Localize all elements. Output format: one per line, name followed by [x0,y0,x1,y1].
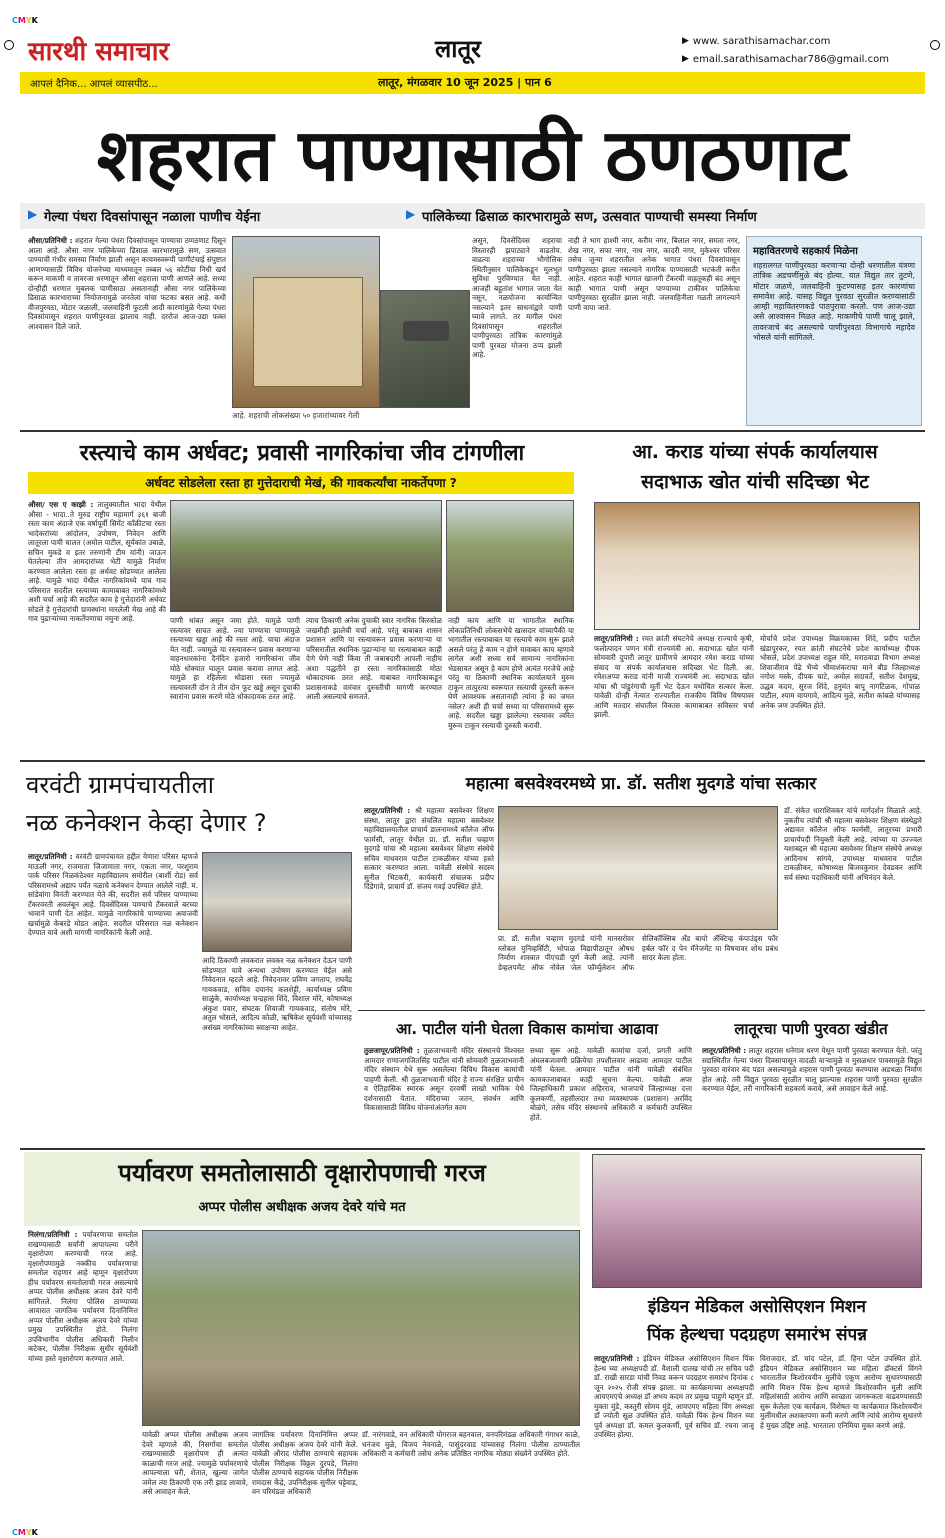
divider [20,430,925,432]
varvanti-headline-1: वरवंटी ग्रामपंचायतीला [26,771,214,799]
lead-sub-right: पालिकेच्या ढिसाळ कारभारामुळे सण, उत्सवात पाण्याची समस्या निर्माण [422,210,757,225]
karad-col1 [594,634,754,754]
arrow-right-icon: ▶ [682,36,689,46]
cmyk-m: M [17,16,26,25]
mudgade-col1-text: श्री महात्मा बसवेश्वर शिक्षण संस्था, लातूर द्वारा संचलित महात्मा बसवेश्वर महाविद्यालयातील प्राचार्य डालनामध्ये कॉलेज ऑफ फार्मसी, लातूर येथील प्रा. डॉ. सतीश चव्हाण मुदगडे यांचा श्री महात्मा बसवेश्वर शिक्षण संस्थेचे सचिव माधवराव पाटील टाकळीकर यांच्या हस्ते सत्कार करण्यात आला. यावेळी संस्थेचे सदस्य सुनील भिटकरी, कार्यकारी संचालक प्रदीप दिंडेगावे, प्राचार्य डॉ. संजय गवई उपस्थित होते. [364,806,494,891]
lead-box-title: महावितरणचे सहकार्य मिळेना [753,246,858,257]
karad-headline-1: आ. कराड यांच्या संपर्क कार्यालयास [632,441,878,463]
patil-col2: सध्या सुरू आहे. यावेळी कामांचा दर्जा, प्रगती आणि अंमलबजावणी प्रक्रियेचा तपशीलवार आढावा आमदार पाटील यांनी घेतला. आमदार पाटील यांनी यावेळी संबंधित कामकाजाबाबत काही सूचना केल्या. यावेळी अपर जिल्हाधिकारी प्रकाश अहिरराव, भाजपाचे जिल्हाध्यक्ष दत्ता कुलकर्णी, तहसीलदार तथा व्यवस्थापक (प्रशासन) अरविंद बोळंगे, तसेच मंदिर संस्थानचे अधिकारी व कर्मचारी उपस्थित होते. [530,1046,692,1122]
cmyk-mark-bottom [12,1520,38,1538]
masthead-strip [20,72,925,94]
karad-col2: मोर्चाचे प्रदेश उपाध्यक्ष विक्रमकाका शिंदे, प्रदीप पाटील खंडापूरकर, रयत क्रांती संघटनेचे प्रदेश कार्याध्यक्ष दीपक भोसले, प्रदेश उपाध्यक्ष राहुल मोरे, मराठवाडा विभाग अध्यक्ष शिवाजीराव पेंढे भैय्ये भीमाशंकराचा माने बीड जिल्हाध्यक्ष नगोश मस्के, दीपक चाटे, अमोल सदावर्ते, सतीश देशमुख, उद्धव कदम, सुरज शिंदे, हनुमंत बापू नागटिळक, गोपाळ पाटील, श्याम वायगावे, आदित्य मुळे, सतीश कांबळे यांच्यासह अनेक जण उपस्थित होते. [760,634,920,710]
latur-water-text [702,1046,922,1144]
ima-col1-text: इंडियन मेडिकल असोसिएशन मिशन पिंक हेल्थ च्या अध्यक्षपदी डॉ. वैशाली दातख यांची तर सचिव पदी डॉ. राखी सारडा यांची निवड करून पदग्रहण समारंभ दिनांक ८ जून २०२५ रोजी संपन्न झाला. या कार्यक्रमाच्या अध्यक्षपदी आयएमएचे अध्यक्ष डॉ अभय कदम तर प्रमुख पाहुणे म्हणून डॉ. मुक्ता मुंडे, कस्तुरी सोमय मुंडे, आयएमए महिला विंग अध्यक्षा डॉ ज्योती सूळ उपस्थित होते. यावेळी पिंक हेल्थ मिशन च्या पूर्व अध्यक्षा डॉ. कमल कुलकर्णी, पूर्व सचिव डॉ. रचना जाजू उपस्थित होत्या. [594,1354,754,1439]
cmyk-c: C [12,16,18,25]
varvanti-col1-text: वरवंटी ग्रामपंचायत हद्दीत येणारा परिसर म्हणजे माऊली नगर, राजमाता जिजामाता नगर, एकता नगर, परशुराम पार्क परिसर निळकंठेश्वर महाविद्यालय समोरील (बार्शी रोड) सर्व परिसरामध्ये अद्याप पर्यंत नळाचे कनेक्शन देण्यात आलेले नाही. म. सांडेवांगा विनंती करण्यात येते की, सदरील सर्व परिसर पाण्याच्या टँकरवरती अवलंबून आहे. दिवसेंदिवस पाण्याचे टँकरवाले बरच्या भावाने पाणी देत आहेत. यामुळे नागरिकांचे पाण्याच्या अवाजवी खर्चामुळे केबरडे मोडत आहेत. सदरील परिसरात नळ कनेक्शन देण्यात यावे अशी मागणी नागरिकांनी केली आहे. [28,852,198,937]
ima-headline-2: पिंक हेल्थचा पदग्रहण समारंभ संपन्न [647,1325,867,1345]
road-photo [170,500,442,612]
road-byline: औसा/ एस ए काझी : [28,500,94,509]
varvanti-col2: आदि ठिकाणी लवकरात लवकर नळ कनेक्शन देऊन पाणी सोडण्यात यावे अन्यथा उपोषण करण्यात येईल असे निवेदनात म्हटले आहे. निवेदनावर प्रविण जगताप, राघवेंद्र गायकवाड, सचिव दयानंद कलशेट्टी, कार्याध्यक्ष प्रविण साळुंके, कार्याध्यक्ष चन्द्रहास शिंदे, विशाल मोरे, कोषाध्यक्ष अंकुश पवार, संघटक शिवाजी गायकवाड, संतोष मोरे, अतुल भोसले, आदित्य कोळी, ऋषिकेश सूर्यवंशी यांच्यासह असंख्य नागरिकांच्या स्वाक्षऱ्या आहेत. [202,956,352,1032]
lead-col1 [28,236,226,426]
tree-subhead: अप्पर पोलीस अधीक्षक अजय देवरे यांचे मत [198,1200,406,1215]
patil-headline: आ. पाटील यांनी घेतला विकास कामांचा आढावा [396,1020,658,1038]
arrow-right-icon: ▶ [28,207,38,221]
ima-col2: विराजदार, डॉ. चांद पटेल, डॉ. हिना पटेल उपस्थित होते. इंडियन मेडिकल असोसिएशन च्या महिला डॉक्टर्स विंगने भारतातील किशोरवयीन मुलींचे एकूण आरोग्य सुधारण्यासाठी आणि मिशन पिंक हेल्थ म्हणजे किशोरवयीन मुली आणि महिलांसाठी आरोग्य आणि स्वच्छता जागरूकता वाढवण्यासाठी सुरू केलेला एक कार्यक्रम. विशेषतः या कार्यक्रमात किशोरवयीन मुलींमधील अशक्तपणा कमी करणे आणि त्यांचे आरोग्य सुधारणे हे मुख्य उद्दिष्ट आहे. भारताला एनिमिया मुक्त करणे आहे. [760,1354,922,1430]
divider [20,760,925,762]
cmyk-c: C [12,1528,18,1537]
arrow-right-icon: ▶ [682,54,689,64]
cmyk-y: Y [25,1528,32,1537]
lead-headline: शहरात पाण्यासाठी ठणठणाट [96,112,849,197]
masthead-website: www. sarathisamachar.com [692,35,831,47]
arrow-right-icon: ▶ [406,207,416,221]
patil-byline: तुळजापूर/प्रतिनिधी : [364,1046,420,1055]
varvanti-col1 [28,852,198,1144]
divider [358,1010,925,1011]
lead-building-photo [232,236,380,408]
road-col1-text: तालुक्यातील भादा येथील औसा - भादा..ते मुरुड राष्ट्रीय महामार्ग ३६१ बाजी रस्ता काम अंदाजे एक वर्षापूर्वी सिमेंट काँक्रीटचा रस्ता भादेकरांच्या आंदोलन, उपोषण, निवेदन आणि लातूरला पायी चालत (अमोल पाटील, सूर्यकांत उबाळे, सचिन मुकडे व इतर तरुणांनी टीम यांनी) जाऊन घेतलेल्या तीन आमदारांच्या भेटी यामुळे निर्माण करण्यात आलेला रस्ता हा अर्धवट सोडण्यात आलेला आहे. यामुळे भादा येथील नागरिकांमध्ये याच गाव परिसरात सदरील रस्त्याच्या कामाबाबत नागरिकांमध्ये अशी चर्चा आहे की सदरील काम हे गुत्तेदारांनी अर्धवट सोडले हे गुत्तेदारांची ग्रामस्थांना मारलेली मेख आहे की गाव पुढाऱ्यांच्या नाकर्तेपणाचा नमुना आहे. [28,500,166,623]
divider [20,1148,925,1150]
mudgade-col1 [364,806,494,1006]
ima-byline: लातूर/प्रतिनिधी : [594,1354,640,1363]
lead-col1-text: शहरात गेल्या पंधरा दिवसांपासून पाण्याचा ठणठणाट दिसून आला आहे. औसा नगर पालिकेच्या ढिसाळ कारभारामुळे सण, उत्सवात पाण्याची गंभीर समस्या निर्माण झाली असून कायमस्वरूपी पाणीटंचाई संपुष्टात आणण्यासाठी विविध योजनेच्या माध्यमातून तब्बल ५६ कोटींचा निधी खर्च करून माकणी व तावरजा धरणातून औसा शहराला पाणी आणले आहे. सध्या दोन्हीही धरणात मुबलक पाणीसाठा असतानाही औसा नगर पालिकेच्या ढिसाळ कारभाराच्या नियोजनामुळे जनतेला यांचा फटका बसत आहे. कधी वीजपुरवठा, मोटार जळाली, जलवाहिनी फुटली आदी कारणांमुळे गेल्या पंधरा दिवसांपासून शहरात पाणीपुरवठा झालाच नाही. दररोज आज-उद्या फक्त आश्वासन दिले जाते. [28,236,226,331]
ima-headline-1: इंडियन मेडिकल असोसिएशन मिशन [648,1297,866,1317]
road-subhead: अर्धवट सोडलेला रस्ता हा गुत्तेदाराची मेखं, की गावकर्त्यांचा नाकर्तेपणा ? [28,472,574,494]
tree-col1 [28,1230,138,1508]
mudgade-byline: लातूर/प्रतिनिधी : [364,806,411,815]
building-shape [253,277,363,387]
road-headline: रस्त्याचे काम अर्धवट; प्रवासी नागरिकांचा जीव टांगणीला [79,441,525,466]
lead-byline: औसा/प्रतिनिधी : [28,236,73,245]
cmyk-m: M [17,1528,26,1537]
lead-sub-left: गेल्या पंधरा दिवसांपासून नळाला पाणीच येईना [44,210,261,225]
karad-byline: लातूर/प्रतिनिधी : [594,634,639,643]
masthead-email: email.sarathisamachar786@gmail.com [692,53,889,65]
latur-water-byline: लातूर/प्रतिनिधी : [702,1046,747,1055]
road-col1 [28,500,166,755]
tree-col3: जागतिक पर्यावरण दिनानिमित्त अप्पर पोलीस अधीक्षक अजय देवरे यांनी केले. यावेळी औराद पोलीस ठाण्याचे सहायक पोलीस निरीक्षक विठ्ठल दुरपडे, निलंगा पोलीस ठाण्याचे सहायक पोलीस निरीक्षक रामदास केंद्रे, उपनिरीक्षक सुनील घट्टेवाड, वन परिमंडळ अधिकारी [252,1430,358,1496]
lead-col3: नाही ते भाग हाश्मी नगर, करीम नगर, बिलाल नगर, समता नगर, शेख नगर, सफा नगर, नाथ नगर, कादरी नगर, मुकेश्वर परिसर तसेच जुन्या शहरातील अनेक भागात पंधरा दिवसांपासून पाणीपुरवठा झाला नसल्याने नागरिक पाण्यासाठी भटकंती करीत आहेत. शहरात काही भागात खाजगी टँकरची वाहतूकही बंद असून काही भागात पाणी असून पाण्याच्या टाकीवर पालिकेचा पाणीपुरवठा सुरळीत झाला नाही. जलवाहिनीला गळती लागल्याने पाणी वाया जाते. [568,236,740,312]
mudgade-headline: महात्मा बसवेश्वरमध्ये प्रा. डॉ. सतीश मुदगडे यांचा सत्कार [465,774,817,794]
cmyk-y: Y [25,16,32,25]
lead-box-text: शहरालगत पाणीपुरवठा करणाऱ्या दोन्ही धरणातील यंत्रणा तांत्रिक अडचणींमुळे बंद होत्या. यात विद्युत तार तुटणे, मोटार जळणे, जलवाहिनी फुटण्यासह इतर कारणांचा समावेश आहे. यासह विद्युत पुरवठा सुरळीत करण्यासाठी आम्ही महावितरणकडे पाठपुरावा करतो. पण आज-उद्या असे आश्वासन मिळत आहे. माकणीचे पाणी चालू झाले, तावरजाचे बंद असल्याचे पाणीपुरवठा विभागाचे महादेव भोसले यांनी सांगितले. [753,261,915,342]
lead-sidebar-box [746,236,922,426]
ima-col1 [594,1354,754,1508]
varvanti-byline: लातूर/प्रतिनिधी : [28,852,73,861]
tree-col1-text: पर्यावरणाचा समतोल राखण्यासाठी सर्वांनी आपापल्या परीने वृक्षारोपण करण्याची गरज आहे. वृक्षारोपणामुळे नक्कीच पर्यावरणाचा समतोल राहणार आहे म्हणून वृक्षारोपण हीच पर्यावरण समतोलाची गरज असल्याचे अप्पर पोलीस अधीक्षक अजय देवरे यांनी सांगितले. निलंगा पोलिस ठाण्याच्या आवारात जागतिक पर्यावरण दिनानिमित्त अप्पर पोलीस अधीक्षक अजय देवरे यांच्या प्रमुख उपस्थितीत होते. निलंगा उपविभागीय पोलीस अधिकारी निलीन कटेकर, पोलीस निरीक्षक सुधीर सूर्यवंशी यांच्या हस्ते वृक्षारोपण करण्यात आले. [28,1230,138,1363]
tree-photo [142,1230,580,1426]
tree-col2: यावेळी अप्पर पोलीस अधीक्षक अजय देवरे म्हणाले की, निसर्गाचा समतोल राखण्यासाठी वृक्षारोपण ही अत्यंत काळाची गरज आहे. ज्यामुळे पर्यावरणाचे आपल्याला घरी, शेतात, खुल्या जागेत जमेल त्या ठिकाणी एक तरी झाड लावावे, असे आवाहन केले. [142,1430,248,1496]
cmyk-k: K [31,16,38,25]
patil-col1 [364,1046,524,1144]
latur-water-body: लातूर शहरास धनेगाव धरण येथून पाणी पुरवठा करण्यात येतो. परंतु सद्यस्थितीत गेल्या पंधरा दिवसापासून वादळी वाऱ्यामुळे व मुसळधार पावसामुळे विद्युत पुरवठा वारंवार बंद पडत असल्यामुळे शहरास पाणी पुरवठा करण्यास अडथळा निर्माण होत आहे. तरी विद्युत पुरवठा सुरळीत चालू झाल्यास शहरास पाणी पुरवठा सुरळीत करण्यात येईल, तरी नागरिकांनी सहकार्य करावे, असे आवाहन केले आहे. [702,1046,922,1093]
latur-water-headline: लातूरचा पाणी पुरवठा खंडीत [734,1020,888,1038]
patil-col1-text: तुळजाभवानी मंदिर संस्थानचे विश्वस्त आमदार राणाजगजितसिंह पाटील यांनी सोमवारी तुळजाभवानी मंदिर संस्थान येथे सुरू असलेल्या विविध विकास कामांची पाहणी केली. श्री तुळजाभवानी मंदिर हे राज्य संरक्षित प्राचीन व ऐतिहासिक स्मारक असून दरवर्षी लाखो भाविक येथे दर्शनासाठी येतात. मंदिराच्या जतन, संवर्धन आणि विकासासाठी विविध योजनांअंतर्गत काम [364,1046,524,1112]
registration-mark-top-left [4,40,14,50]
road-col3: त्याच ठिकाणी अनेक दुचाकी स्वार नागरिक किरकोळ जखमीही झालेची चर्चा आहे. परंतु बाबाबत शासन प्रशासन आणि या रस्त्यावरून प्रवास करणाऱ्या या परिसरातील स्थानिक पुढाऱ्यांना या रस्त्याबाबत काही देणे घेणे नाही किंवा ती जबाबदारी आपली नाहीच अशा पद्धतीने हा रस्ता नागरिकांसाठी मोठा धोकादायक ठरत आहे. याबाबत नागरिकाकडून प्रशासनाकडे वारंवार दुरुस्तीची मागणी करण्यात आली असल्याचे समजते. [306,616,442,701]
mudgade-col3: डॉ. संकेत धाराशिवकर यांचे मार्गदर्शन मिळाले आहे. नुकतीच त्यांची श्री महात्मा बसवेश्वर शिक्षण संस्थेद्वारे अद्यावत कॉलेज ऑफ फार्मसी, लातूरच्या प्रभारी प्राचार्यपदी नियुक्ती केली आहे. त्यांच्या या उज्ज्वल यशाबद्दल श्री महात्मा बसवेश्वर शिक्षण संस्थेचे अध्यक्ष आदिनाथ सांगवे, उपाध्यक्ष माधवराव पाटील टाकळीकर, कोषाध्यक्ष बिजयकुमार देवडकर आणि सर्व संस्था पदाधिकारी यांनी अभिनंदन केले. [784,806,922,882]
masthead [20,24,925,96]
tree-byline: निलंगा/प्रतिनिधी : [28,1230,78,1239]
tree-headline: पर्यावरण समतोलासाठी वृक्षारोपणाची गरज [118,1159,486,1187]
lead-col2: असून, दिवसेंदिवस शहराचा विस्तारही झपाट्याने वाढतोय. वाढत्या शहराच्या भौगोलिक स्थितीनुसार पालिकेकडून मूलभूत सुविधा पुरविण्यात येत नाही. आजही बहुतांश भागात जाता येत नसून, नळयोजना कार्यान्वित नसल्याने इतर साधनांद्वारे पाणी घ्यावे लागते. तर मागील पंधरा दिवसांपासून शहरातील पाणीपुरवठा तांत्रिक कारणांमुळे पाणी पुरवठा योजना ठप्प झाली आहे. [472,236,562,359]
lead-photo-caption: आहे. शहराची लोकसंख्या ५० हजारांच्यावर गेली [232,411,472,425]
road-col4: नाही काय आणि या भागातील स्थानिक लोकप्रतिनिधी लोकसभेचे खासदार यांच्यापैकी या भागातील रस्त्याबाबत या रस्त्याचे काम सुरू झाले असले परंतु हे काम न होणे यावाबत काय म्हणावे लागेल अशी सध्या सर्व सामान्य नागरिकांना भेडसावत असून हे काम होणे अत्यंत गरजेचे आहे परंतु या ठिकाणी स्थानिक कार्यालयाने मुरुम टाकून तात्पुरत्या स्वरूपात रस्त्याची दुरुस्ती करून घेणे आवश्यक असतानाही त्यांना हे का जमत नसेल? अशी ही चर्चा सध्या या परिसरामध्ये सुरू आहे. सदरील खड्डा झालेल्या रस्त्यावर त्वरित मुरूम टाकून रस्त्याची दुरुस्ती करावी. [448,616,574,730]
karad-col1-text: रयत क्रांती संघटनेचे अध्यक्ष राज्याचे कृषी, फलोत्पादन पणन मंत्री राज्यमंत्री आ. सदाभाऊ खोत यांनी सोमवारी दुपारी लातूर ग्रामीणचे आमदार रमेश कराड यांच्या संवाद या संपर्क कार्यालयास सदिच्छा भेट दिली. आ. रमेशअप्पा कराड यांनी माजी राज्यमंत्री आ. सदाभाऊ खोत यांचा श्री पांडुरंगाची मूर्ती भेट देऊन यथोचित सत्कार केला. यावेळी दोन्ही नेत्यात राज्यातील राजकीय विविध विषयावर आणि मतदार संघातील विकास कामाबाबत सविस्तर चर्चा झाली. [594,634,754,719]
tree-header [24,1152,580,1226]
mudgade-photo [498,806,778,930]
varvanti-headline-2: नळ कनेक्शन केव्हा देणार ? [26,809,267,837]
ima-photo [592,1154,922,1288]
varvanti-headline [26,766,354,848]
karad-headline-2: सदाभाऊ खोत यांची सदिच्छा भेट [641,471,869,493]
mudgade-col2: प्रा. डॉ. सतीश चव्हाण मुदगडे यांनी मानसरोवर ग्लोबल युनिव्हर्सिटी, भोपाळ विद्यापीठातून औषध निर्माण शास्त्रात पीएचडी पूर्ण केली आहे. त्यांनी डेव्हलपमेंट ऑफ नोवेल जेल फॉर्म्युलेशन ऑफ सेलिकॉक्सिब अँड बायो ॲक्टिव्ह कंपाउंड्स फॉर हर्बल फॉर द पेन मॅनेजमेंट या विषयावर शोध प्रबंध सादर केला होता. [498,934,778,972]
cmyk-k: K [31,1528,38,1537]
lead-subheads [20,203,925,229]
tree-col4: डॉ. नारंगवाडे, वन अधिकारी योगराज बहनवाल, वनपरिमंडळ अधिकारी गंगाधर काळे, धनंजय मुळे, विजय नेवनाळे, पासुंदरवाड यांच्यासह निलंगा पोलीस ठाण्यातील अधिकारी व कर्मचारी तसेच अनेक प्रतिष्ठित नागरिक मोठ्या संख्येने उपस्थित होते. [362,1430,580,1458]
masthead-dateline: लातूर, मंगळवार 10 जून 2025 | पान 6 [378,76,552,89]
road-col2: पाणी थांबत असून जमा होते. यामुळे पाणी रस्त्यावर साचत आहे. ज्या पाण्याचा पाण्यामुळे रस्त्याच्या खड्डा आहे की रस्ता आहे. याचा अंदाज येत नाही. ज्यामुळे या रस्त्यावरून प्रवास करणाऱ्या वाहनधारकांना दैनंदिन हजारो नागरिकांना जीव मोठे धोक्यात घालून प्रवास करावा लागत आहे. यामुळे हा रहिलेला थोडासा रस्ता ज्यामुळे रस्त्यावरती दोन ते तीन दोन फूट खड्डे असून दुचाकी स्वारांना प्रवास करणे मोठे धोकादायक ठरत आहे. [170,616,300,701]
masthead-edition: लातूर [435,35,481,63]
masthead-tagline: आपलं दैनिक... आपलं व्यासपीठ... [30,79,158,90]
masthead-logo: सारथी समाचार [28,37,170,67]
karad-photo [594,502,920,630]
masthead-contact [682,32,922,72]
varvanti-photo [202,852,352,952]
registration-mark-top-right [930,40,940,50]
